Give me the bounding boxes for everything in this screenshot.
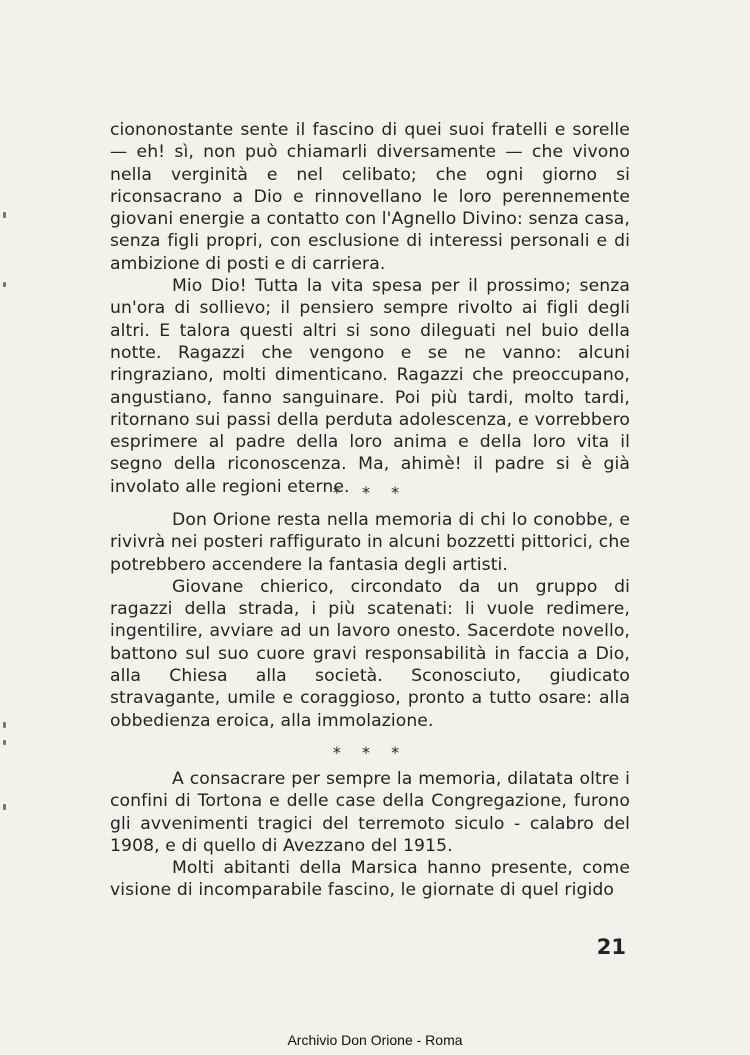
section-1: [110, 119, 630, 498]
scan-mark: [3, 740, 6, 745]
scan-mark: [3, 722, 6, 728]
paragraph: Molti abitanti della Marsica hanno presente, come visione di incomparabile fascino, le giornate di quel rigido: [110, 858, 630, 901]
scan-mark: [3, 804, 6, 810]
page-number: 21: [596, 935, 626, 959]
archive-footer: Archivio Don Orione - Roma: [287, 1032, 463, 1048]
section-3: [110, 768, 630, 902]
paragraph: Giovane chierico, circondato da un gruppo di ragazzi della strada, i più scatenati: li vuole redimere, ingentilire, avviare ad un lavoro onesto. Sacerdote novello, battono sul suo cuore gravi responsabilità in faccia a Dio, alla Chiesa alla società. Sconosciuto, giudicato stravagante, umile e coraggioso, pronto a tutto osare: alla obbedienza eroica, alla immolazione.: [110, 576, 630, 731]
scan-mark: [3, 212, 6, 218]
paragraph: ciononostante sente il fascino di quei suoi fratelli e sorelle — eh! sì, non può chiamarli diversamente — che vivono nella verginità e nel celibato; che ogni giorno si riconsacrano a Dio e rinnovellano le loro perennemente giovani energie a contatto con l'Agnello Divino: senza casa, senza figli propri, con esclusione di interessi personali e di ambizione di posti e di carriera.: [110, 120, 630, 274]
paragraph: Don Orione resta nella memoria di chi lo conobbe, e rivivrà nei posteri raffigurato in alcuni bozzetti pittorici, che potrebbero accendere la fantasia degli artisti.: [110, 510, 630, 575]
section-separator: * * *: [332, 743, 408, 762]
section-2: [110, 509, 630, 732]
paragraph: Mio Dio! Tutta la vita spesa per il prossimo; senza un'ora di sollievo; il pensiero sempre rivolto ai figli degli altri. E talora questi altri si sono dileguati nel buio della notte. Ragazzi che vengono e se ne vanno: alcuni ringraziano, molti dimenticano. Ragazzi che preoccupano, angustiano, fanno sanguinare. Poi più tardi, molto tardi, ritornano sui passi della perduta adolescenza, e vorrebbero esprimere al padre della loro anima e della loro vita il segno della riconoscenza. Ma, ahimè! il padre si è già involato alle regioni eterne.: [110, 276, 630, 497]
paragraph: A consacrare per sempre la memoria, dilatata oltre i confini di Tortona e delle case della Congregazione, furono gli avvenimenti tragici del terremoto siculo - calabro del 1908, e di quello di Avezzano del 1915.: [110, 769, 630, 856]
scan-mark: [3, 282, 6, 287]
section-separator: * * *: [332, 483, 408, 502]
